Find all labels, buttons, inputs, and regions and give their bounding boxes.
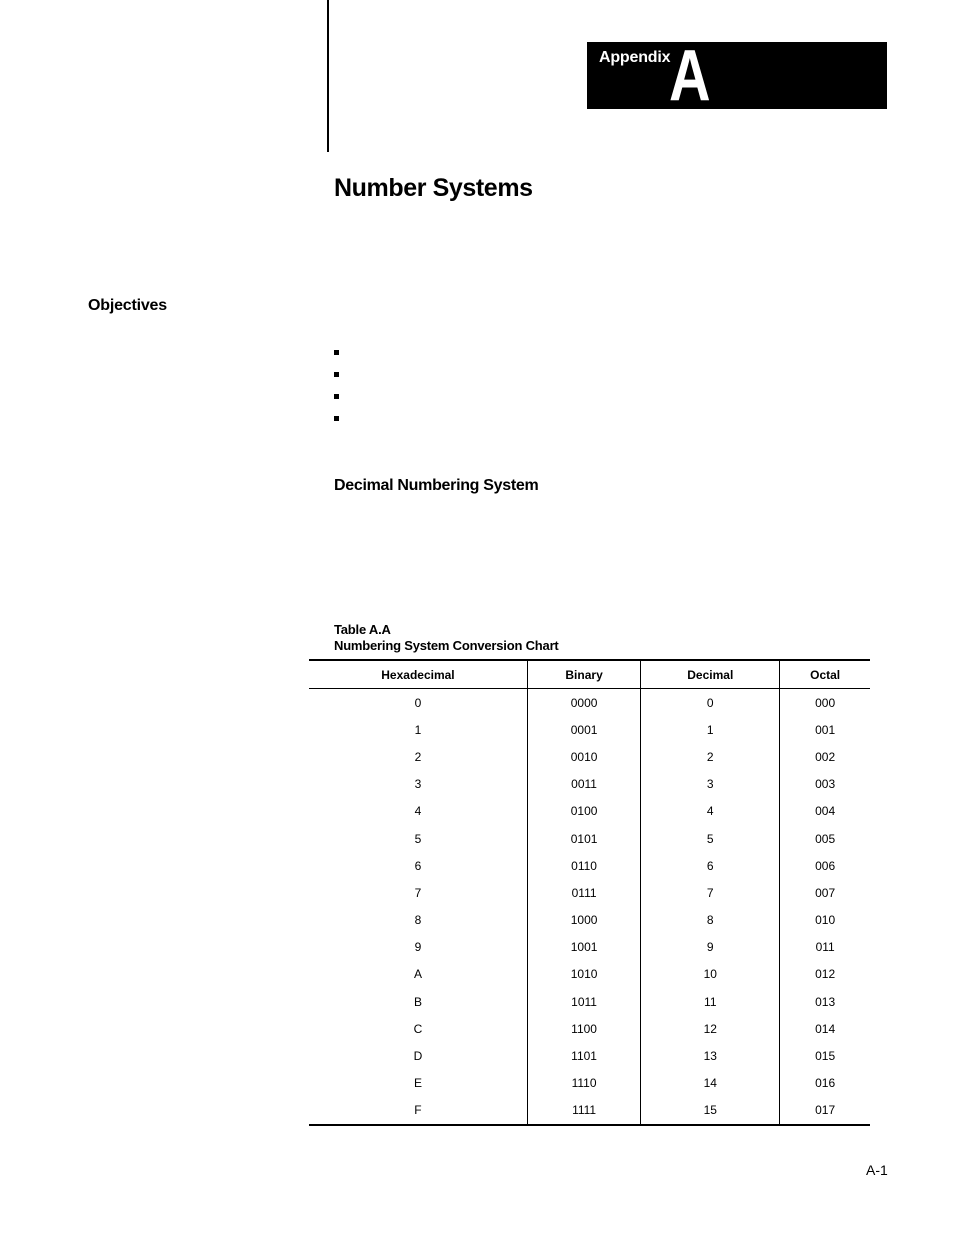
table-cell: 017 [780,1097,870,1125]
table-cell: E [413,1076,422,1091]
table-cell: F [309,1097,527,1125]
table-title: Numbering System Conversion Chart [334,638,559,653]
table-cell: 010 [780,907,870,934]
column-header: Octal [780,660,870,689]
conversion-table [309,659,870,1126]
table-cell: 0 [641,689,780,717]
table-row [309,961,870,988]
table-cell: 013 [780,988,870,1015]
page-title: Number Systems [334,174,533,202]
bullet-marker [334,372,339,377]
table-cell: 15 [641,1097,780,1125]
table-cell: 1001 [527,934,640,961]
table-cell: 6 [414,858,422,873]
table-cell: 015 [780,1042,870,1069]
table-cell: 9 [641,934,780,961]
table-cell: 10 [641,961,780,988]
table-cell: 5 [414,831,422,846]
objectives-heading: Objectives [88,297,167,314]
table-cell: 0001 [527,716,640,743]
table-cell: 000 [780,689,870,717]
table-cell: 2 [414,749,422,764]
table-cell: 0010 [527,743,640,770]
table-cell: 13 [641,1042,780,1069]
bullet-marker [334,416,339,421]
table-cell: 003 [780,771,870,798]
table-cell: 0011 [527,771,640,798]
appendix-label: Appendix [599,49,671,66]
table-cell: 4 [641,798,780,825]
table-cell: A [413,967,422,982]
table-row [309,743,870,770]
column-header: Hexadecimal [309,660,527,689]
table-cell: 004 [780,798,870,825]
table-cell: 1111 [527,1097,640,1125]
table-cell: 7 [641,879,780,906]
table-row [309,1097,870,1125]
table-cell: B [413,994,422,1009]
table-cell: 1110 [527,1070,640,1097]
table-cell: 0101 [527,825,640,852]
appendix-tab [587,36,887,116]
table-cell: 1011 [527,988,640,1015]
table-cell: 5 [641,825,780,852]
table-cell: 014 [780,1015,870,1042]
table-cell: 8 [414,913,422,928]
table-number: Table A.A [334,622,391,637]
table-cell: 9 [414,940,422,955]
table-row [309,934,870,961]
table-row [309,825,870,852]
table-cell: D [413,1049,423,1064]
table-row [309,1070,870,1097]
table-row [309,771,870,798]
table-cell: 007 [780,879,870,906]
appendix-letter: A [669,36,711,116]
table-row [309,1042,870,1069]
table-cell: 005 [780,825,870,852]
table-row [309,879,870,906]
table-cell: 002 [780,743,870,770]
margin-rule [327,0,329,152]
table-row [309,1015,870,1042]
table-cell: 14 [641,1070,780,1097]
table-row [309,907,870,934]
table-row [309,988,870,1015]
table-row [309,852,870,879]
table-cell: 12 [641,1015,780,1042]
bullet-marker [334,350,339,355]
table-cell: 1010 [527,961,640,988]
table-cell: 1 [414,722,422,737]
table-cell: 0111 [527,879,640,906]
table-cell: 001 [780,716,870,743]
table-cell: 0100 [527,798,640,825]
table-cell: 1000 [527,907,640,934]
decimal-system-heading: Decimal Numbering System [334,477,539,494]
table-cell: 0 [414,695,422,710]
table-cell: 006 [780,852,870,879]
table-cell: 012 [780,961,870,988]
table-cell: 1100 [527,1015,640,1042]
table-header-row [309,660,870,689]
table-cell: 0110 [527,852,640,879]
table-cell: C [413,1021,423,1036]
table-cell: 016 [780,1070,870,1097]
table-cell: 8 [641,907,780,934]
table-cell: 0000 [527,689,640,717]
table-cell: 4 [414,804,422,819]
table-cell: 3 [414,777,422,792]
table-cell: 011 [780,934,870,961]
table-row [309,798,870,825]
page-number: A-1 [866,1162,888,1178]
table-cell: 1101 [527,1042,640,1069]
column-header: Binary [527,660,640,689]
objectives-bullet-list [334,350,339,438]
table-cell: 7 [414,885,422,900]
conversion-table-container [309,659,870,1126]
bullet-marker [334,394,339,399]
table-body [309,689,870,1126]
column-header: Decimal [641,660,780,689]
table-caption [334,622,559,654]
table-cell: 2 [641,743,780,770]
table-row [309,716,870,743]
table-cell: 1 [641,716,780,743]
table-cell: 6 [641,852,780,879]
table-cell: 3 [641,771,780,798]
table-row [309,689,870,717]
table-cell: 11 [641,988,780,1015]
